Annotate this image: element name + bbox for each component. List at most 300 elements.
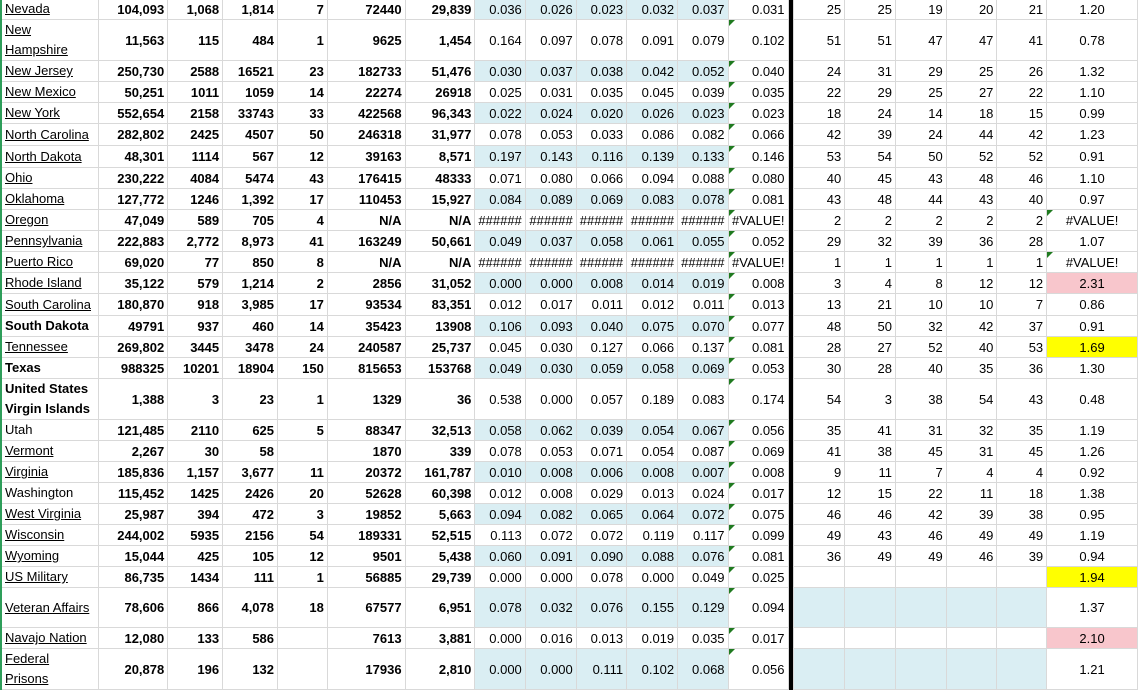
row-name-link[interactable]: South Carolina [5,296,91,312]
rate-cell[interactable]: 0.070 [678,316,728,337]
rank-cell[interactable]: 50 [895,146,946,168]
row-name-link[interactable]: Pennsylvania [5,233,83,248]
count-cell[interactable]: 22274 [327,82,405,103]
rate-cell[interactable]: 0.013 [627,483,678,504]
count-cell[interactable]: 1 [278,379,328,420]
count-cell[interactable]: 8,571 [405,146,475,168]
count-cell[interactable]: 17 [278,294,328,316]
row-name-cell[interactable] [1,483,99,504]
rate-cell[interactable]: 0.089 [525,189,576,210]
count-cell[interactable]: 5474 [223,168,278,189]
count-cell[interactable] [278,441,328,462]
ratio-cell[interactable]: 1.26 [1047,441,1138,462]
rate-cell[interactable]: 0.049 [678,567,728,588]
rank-cell[interactable]: 12 [794,483,845,504]
average-cell[interactable]: 0.081 [728,337,788,358]
rate-cell[interactable]: 0.068 [678,649,728,690]
rank-cell[interactable]: 36 [794,546,845,567]
rate-cell[interactable]: 0.066 [627,337,678,358]
count-cell[interactable]: 20 [278,483,328,504]
average-cell[interactable]: 0.080 [728,168,788,189]
rank-cell[interactable]: 48 [794,316,845,337]
count-cell[interactable]: 2588 [168,61,223,82]
rate-cell[interactable]: 0.040 [576,316,626,337]
rank-cell[interactable]: 53 [794,146,845,168]
count-cell[interactable]: 86,735 [99,567,168,588]
rank-cell[interactable]: 49 [895,546,946,567]
rate-cell[interactable]: 0.030 [525,337,576,358]
rank-cell[interactable] [845,649,896,690]
rate-cell[interactable]: 0.087 [678,441,728,462]
rate-cell[interactable]: 0.197 [475,146,525,168]
count-cell[interactable]: 50,661 [405,231,475,252]
rate-cell[interactable]: 0.083 [627,189,678,210]
count-cell[interactable] [278,649,328,690]
count-cell[interactable]: 115 [168,20,223,61]
count-cell[interactable]: 14 [278,316,328,337]
count-cell[interactable]: 50 [278,124,328,146]
rank-cell[interactable]: 39 [845,124,896,146]
ratio-cell[interactable]: 2.10 [1047,628,1138,649]
rate-cell[interactable]: 0.000 [475,649,525,690]
count-cell[interactable]: 23 [223,379,278,420]
rate-cell[interactable]: 0.102 [627,649,678,690]
rank-cell[interactable]: 3 [794,273,845,294]
rate-cell[interactable]: 0.189 [627,379,678,420]
rank-cell[interactable]: 43 [997,379,1047,420]
count-cell[interactable]: 133 [168,628,223,649]
rank-cell[interactable]: 32 [946,420,997,441]
count-cell[interactable]: 1 [278,20,328,61]
count-cell[interactable]: 7613 [327,628,405,649]
rate-cell[interactable]: 0.008 [576,273,626,294]
count-cell[interactable]: 29,839 [405,0,475,20]
rate-cell[interactable]: 0.078 [576,567,626,588]
count-cell[interactable]: 39163 [327,146,405,168]
rank-cell[interactable]: 31 [845,61,896,82]
row-name-link[interactable]: Vermont [5,443,54,458]
count-cell[interactable]: 52628 [327,483,405,504]
count-cell[interactable]: 12 [278,146,328,168]
rate-cell[interactable]: 0.033 [576,124,626,146]
rank-cell[interactable]: 49 [997,525,1047,546]
average-cell[interactable]: 0.069 [728,441,788,462]
row-name-cell[interactable] [1,210,99,231]
ratio-cell[interactable]: 1.07 [1047,231,1138,252]
rate-cell[interactable]: 0.000 [525,649,576,690]
count-cell[interactable]: 23 [278,61,328,82]
row-name-cell[interactable] [1,462,99,483]
rate-cell[interactable]: 0.078 [576,20,626,61]
count-cell[interactable]: 69,020 [99,252,168,273]
count-cell[interactable]: 1,814 [223,0,278,20]
count-cell[interactable]: 9501 [327,546,405,567]
rate-cell[interactable]: 0.164 [475,20,525,61]
count-cell[interactable]: 1870 [327,441,405,462]
count-cell[interactable]: 1,454 [405,20,475,61]
count-cell[interactable]: 230,222 [99,168,168,189]
rank-cell[interactable]: 46 [895,525,946,546]
row-name-cell[interactable] [1,628,99,649]
rank-cell[interactable] [895,567,946,588]
count-cell[interactable]: N/A [405,252,475,273]
ratio-cell[interactable]: 1.21 [1047,649,1138,690]
row-name-cell[interactable] [1,82,99,103]
rate-cell[interactable]: 0.538 [475,379,525,420]
rank-cell[interactable]: 36 [997,358,1047,379]
ratio-cell[interactable]: 1.32 [1047,61,1138,82]
rank-cell[interactable]: 18 [946,103,997,124]
rank-cell[interactable]: 40 [997,189,1047,210]
rank-cell[interactable]: 22 [895,483,946,504]
rank-cell[interactable]: 3 [845,379,896,420]
count-cell[interactable]: 394 [168,504,223,525]
ratio-cell[interactable]: 0.95 [1047,504,1138,525]
rank-cell[interactable] [946,588,997,628]
rank-cell[interactable]: 4 [997,462,1047,483]
count-cell[interactable]: 58 [223,441,278,462]
average-cell[interactable]: 0.146 [728,146,788,168]
average-cell[interactable]: 0.031 [728,0,788,20]
rate-cell[interactable]: ###### [525,252,576,273]
count-cell[interactable]: 2,810 [405,649,475,690]
rank-cell[interactable]: 28 [997,231,1047,252]
count-cell[interactable]: 866 [168,588,223,628]
rank-cell[interactable]: 44 [946,124,997,146]
rank-cell[interactable]: 27 [845,337,896,358]
rate-cell[interactable]: 0.049 [475,358,525,379]
rank-cell[interactable]: 21 [845,294,896,316]
rate-cell[interactable]: 0.119 [627,525,678,546]
count-cell[interactable]: 246318 [327,124,405,146]
count-cell[interactable]: 4 [278,210,328,231]
count-cell[interactable]: 8,973 [223,231,278,252]
average-cell[interactable]: 0.025 [728,567,788,588]
rank-cell[interactable]: 39 [946,504,997,525]
ratio-cell[interactable]: #VALUE! [1047,252,1138,273]
count-cell[interactable]: 3,985 [223,294,278,316]
count-cell[interactable]: 30 [168,441,223,462]
count-cell[interactable]: 3 [278,504,328,525]
rate-cell[interactable]: 0.000 [525,273,576,294]
rate-cell[interactable]: 0.076 [678,546,728,567]
rate-cell[interactable]: 0.093 [525,316,576,337]
rank-cell[interactable]: 22 [997,82,1047,103]
rank-cell[interactable]: 30 [794,358,845,379]
count-cell[interactable]: 625 [223,420,278,441]
rank-cell[interactable]: 38 [845,441,896,462]
count-cell[interactable]: 35,122 [99,273,168,294]
row-name-link[interactable]: New York [5,105,60,120]
count-cell[interactable]: 244,002 [99,525,168,546]
average-cell[interactable]: 0.081 [728,546,788,567]
ratio-cell[interactable]: 1.30 [1047,358,1138,379]
count-cell[interactable]: 24 [278,337,328,358]
rate-cell[interactable]: 0.058 [475,420,525,441]
count-cell[interactable]: 250,730 [99,61,168,82]
rate-cell[interactable]: 0.012 [475,483,525,504]
count-cell[interactable]: 988325 [99,358,168,379]
rank-cell[interactable]: 45 [997,441,1047,462]
row-name-cell[interactable] [1,588,99,628]
row-name-cell[interactable] [1,20,99,61]
row-name-link[interactable]: West Virginia [5,506,82,521]
count-cell[interactable]: 4,078 [223,588,278,628]
count-cell[interactable]: 460 [223,316,278,337]
rate-cell[interactable]: 0.117 [678,525,728,546]
row-name-link[interactable]: Ohio [5,170,33,185]
count-cell[interactable]: 31,052 [405,273,475,294]
rank-cell[interactable]: 2 [794,210,845,231]
average-cell[interactable]: 0.017 [728,628,788,649]
count-cell[interactable]: 1,157 [168,462,223,483]
count-cell[interactable]: 25,987 [99,504,168,525]
rate-cell[interactable]: 0.078 [678,189,728,210]
ratio-cell[interactable]: #VALUE! [1047,210,1138,231]
average-cell[interactable]: 0.017 [728,483,788,504]
rank-cell[interactable]: 49 [845,546,896,567]
rate-cell[interactable]: 0.057 [576,379,626,420]
rate-cell[interactable]: 0.059 [576,358,626,379]
rate-cell[interactable]: 0.032 [525,588,576,628]
count-cell[interactable]: 15,927 [405,189,475,210]
rate-cell[interactable]: 0.019 [627,628,678,649]
rate-cell[interactable]: ###### [678,252,728,273]
count-cell[interactable]: 425 [168,546,223,567]
rate-cell[interactable]: 0.012 [475,294,525,316]
rank-cell[interactable] [997,649,1047,690]
row-name-link[interactable]: New Hampshire [5,22,68,57]
row-name-cell[interactable] [1,358,99,379]
rank-cell[interactable]: 53 [997,337,1047,358]
count-cell[interactable]: 9625 [327,20,405,61]
average-cell[interactable]: #VALUE! [728,252,788,273]
rate-cell[interactable]: 0.086 [627,124,678,146]
rate-cell[interactable]: 0.020 [576,103,626,124]
rank-cell[interactable]: 43 [794,189,845,210]
row-name-cell[interactable] [1,146,99,168]
rank-cell[interactable]: 38 [997,504,1047,525]
rate-cell[interactable]: 0.058 [576,231,626,252]
rate-cell[interactable]: ###### [475,210,525,231]
rate-cell[interactable]: 0.066 [576,168,626,189]
rate-cell[interactable]: 0.065 [576,504,626,525]
count-cell[interactable]: 1246 [168,189,223,210]
count-cell[interactable]: N/A [327,252,405,273]
count-cell[interactable]: 78,606 [99,588,168,628]
count-cell[interactable]: 579 [168,273,223,294]
rank-cell[interactable]: 25 [794,0,845,20]
count-cell[interactable]: 25,737 [405,337,475,358]
average-cell[interactable]: 0.052 [728,231,788,252]
rank-cell[interactable]: 15 [845,483,896,504]
rate-cell[interactable]: 0.082 [525,504,576,525]
count-cell[interactable]: 2158 [168,103,223,124]
count-cell[interactable]: 189331 [327,525,405,546]
average-cell[interactable]: 0.099 [728,525,788,546]
average-cell[interactable]: 0.053 [728,358,788,379]
rank-cell[interactable]: 2 [946,210,997,231]
rate-cell[interactable]: 0.039 [576,420,626,441]
count-cell[interactable]: 1,068 [168,0,223,20]
count-cell[interactable]: 161,787 [405,462,475,483]
row-name-link[interactable]: Oklahoma [5,191,65,206]
count-cell[interactable]: 705 [223,210,278,231]
rank-cell[interactable]: 11 [845,462,896,483]
count-cell[interactable]: 484 [223,20,278,61]
ratio-cell[interactable]: 0.97 [1047,189,1138,210]
count-cell[interactable]: 96,343 [405,103,475,124]
rate-cell[interactable]: 0.037 [525,61,576,82]
rank-cell[interactable]: 18 [997,483,1047,504]
average-cell[interactable]: #VALUE! [728,210,788,231]
rank-cell[interactable]: 1 [895,252,946,273]
row-name-cell[interactable] [1,504,99,525]
rate-cell[interactable]: 0.000 [525,379,576,420]
rate-cell[interactable]: 0.094 [475,504,525,525]
count-cell[interactable]: 18904 [223,358,278,379]
rate-cell[interactable]: 0.078 [475,588,525,628]
row-name-link[interactable]: Oregon [5,212,49,227]
rate-cell[interactable]: 0.008 [525,483,576,504]
rank-cell[interactable]: 52 [946,146,997,168]
rank-cell[interactable]: 31 [946,441,997,462]
count-cell[interactable]: 185,836 [99,462,168,483]
rate-cell[interactable]: 0.064 [627,504,678,525]
ratio-cell[interactable]: 1.19 [1047,420,1138,441]
count-cell[interactable]: 1425 [168,483,223,504]
count-cell[interactable]: 17936 [327,649,405,690]
rank-cell[interactable]: 10 [946,294,997,316]
count-cell[interactable]: 339 [405,441,475,462]
average-cell[interactable]: 0.040 [728,61,788,82]
count-cell[interactable]: 1434 [168,567,223,588]
rate-cell[interactable]: 0.069 [678,358,728,379]
rank-cell[interactable]: 22 [794,82,845,103]
rate-cell[interactable]: 0.084 [475,189,525,210]
rate-cell[interactable]: 0.054 [627,420,678,441]
rank-cell[interactable]: 28 [794,337,845,358]
rate-cell[interactable]: 0.072 [576,525,626,546]
count-cell[interactable]: 222,883 [99,231,168,252]
count-cell[interactable]: 586 [223,628,278,649]
count-cell[interactable]: 36 [405,379,475,420]
rank-cell[interactable]: 51 [794,20,845,61]
rank-cell[interactable] [794,567,845,588]
ratio-cell[interactable]: 1.94 [1047,567,1138,588]
count-cell[interactable]: 7 [278,0,328,20]
count-cell[interactable]: 589 [168,210,223,231]
rate-cell[interactable]: 0.026 [627,103,678,124]
rank-cell[interactable]: 12 [946,273,997,294]
rank-cell[interactable]: 29 [794,231,845,252]
rank-cell[interactable]: 39 [997,546,1047,567]
row-name-link[interactable]: Puerto Rico [5,254,73,269]
rate-cell[interactable]: 0.133 [678,146,728,168]
rate-cell[interactable]: ###### [576,210,626,231]
ratio-cell[interactable]: 1.19 [1047,525,1138,546]
rate-cell[interactable]: 0.078 [475,124,525,146]
rate-cell[interactable]: 0.036 [475,0,525,20]
row-name-cell[interactable] [1,316,99,337]
average-cell[interactable]: 0.013 [728,294,788,316]
average-cell[interactable]: 0.077 [728,316,788,337]
count-cell[interactable]: 1329 [327,379,405,420]
row-name-cell[interactable] [1,294,99,316]
rank-cell[interactable]: 35 [997,420,1047,441]
rank-cell[interactable]: 11 [946,483,997,504]
count-cell[interactable]: 13908 [405,316,475,337]
rate-cell[interactable]: 0.055 [678,231,728,252]
rate-cell[interactable]: 0.072 [525,525,576,546]
count-cell[interactable]: 918 [168,294,223,316]
count-cell[interactable]: 115,452 [99,483,168,504]
row-name-cell[interactable] [1,61,99,82]
rank-cell[interactable]: 24 [794,61,845,82]
row-name-link[interactable]: North Carolina [5,126,89,142]
rank-cell[interactable] [845,588,896,628]
rate-cell[interactable]: 0.013 [576,628,626,649]
count-cell[interactable]: 150 [278,358,328,379]
count-cell[interactable]: 1059 [223,82,278,103]
count-cell[interactable]: 1011 [168,82,223,103]
rank-cell[interactable]: 25 [895,82,946,103]
count-cell[interactable]: 176415 [327,168,405,189]
count-cell[interactable]: 35423 [327,316,405,337]
row-name-link[interactable]: Nevada [5,1,50,16]
count-cell[interactable]: 3 [168,379,223,420]
count-cell[interactable]: 29,739 [405,567,475,588]
count-cell[interactable]: 48333 [405,168,475,189]
count-cell[interactable] [278,628,328,649]
rate-cell[interactable]: 0.030 [525,358,576,379]
rate-cell[interactable]: 0.143 [525,146,576,168]
rank-cell[interactable]: 54 [845,146,896,168]
count-cell[interactable]: 20,878 [99,649,168,690]
count-cell[interactable]: 937 [168,316,223,337]
rank-cell[interactable]: 38 [895,379,946,420]
count-cell[interactable]: 19852 [327,504,405,525]
row-name-cell[interactable] [1,124,99,146]
rank-cell[interactable]: 52 [895,337,946,358]
rate-cell[interactable]: 0.012 [627,294,678,316]
count-cell[interactable]: 43 [278,168,328,189]
rank-cell[interactable]: 43 [845,525,896,546]
rank-cell[interactable]: 1 [845,252,896,273]
rank-cell[interactable]: 47 [895,20,946,61]
count-cell[interactable]: 422568 [327,103,405,124]
rate-cell[interactable]: 0.045 [627,82,678,103]
count-cell[interactable]: 51,476 [405,61,475,82]
count-cell[interactable]: 127,772 [99,189,168,210]
rank-cell[interactable]: 37 [997,316,1047,337]
rate-cell[interactable]: 0.030 [475,61,525,82]
rank-cell[interactable]: 18 [794,103,845,124]
rate-cell[interactable]: 0.007 [678,462,728,483]
count-cell[interactable]: N/A [327,210,405,231]
count-cell[interactable]: 269,802 [99,337,168,358]
rate-cell[interactable]: ###### [576,252,626,273]
row-name-cell[interactable] [1,103,99,124]
rank-cell[interactable]: 32 [895,316,946,337]
count-cell[interactable]: 1,392 [223,189,278,210]
count-cell[interactable]: 67577 [327,588,405,628]
rate-cell[interactable]: 0.019 [678,273,728,294]
row-name-cell[interactable] [1,337,99,358]
ratio-cell[interactable]: 1.10 [1047,168,1138,189]
rate-cell[interactable]: 0.054 [627,441,678,462]
count-cell[interactable]: 18 [278,588,328,628]
